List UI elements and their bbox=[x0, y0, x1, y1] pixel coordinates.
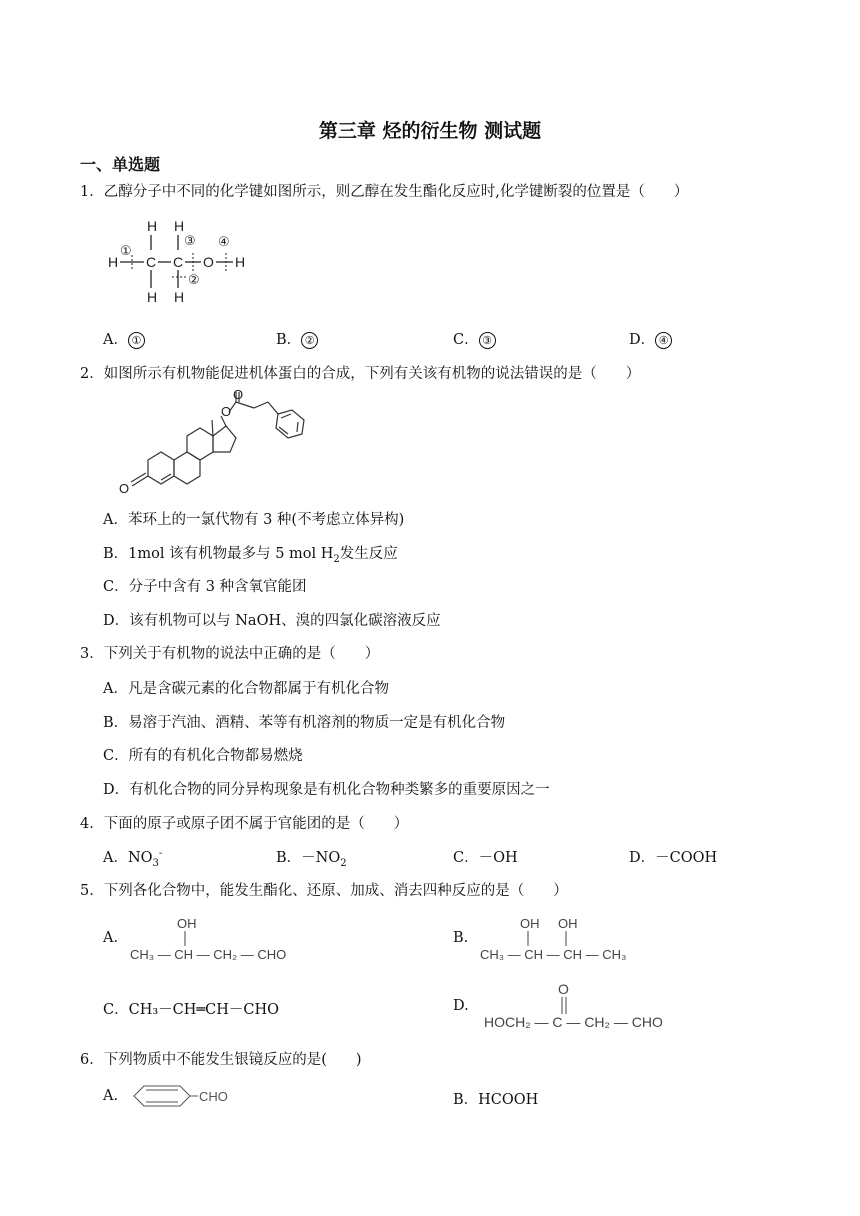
question-5-stem: 5．下列各化合物中，能发生酯化、还原、加成、消去四种反应的是（ ） bbox=[80, 883, 568, 899]
question-6-stem: 6．下列物质中不能发生银镜反应的是( ) bbox=[80, 1052, 362, 1068]
q5-b-oh1: OH bbox=[520, 916, 540, 931]
q4-option-a[interactable] bbox=[103, 846, 162, 869]
atom-h-bot-1: H bbox=[147, 289, 158, 305]
q1-option-b[interactable] bbox=[276, 328, 318, 349]
q1-option-c-mark: ③ bbox=[479, 332, 496, 349]
q2-option-b-sub: 2 bbox=[333, 553, 340, 565]
q5-a-oh: OH bbox=[177, 916, 197, 931]
q3-option-b[interactable]: B．易溶于汽油、酒精、苯等有机溶剂的物质一定是有机化合物 bbox=[103, 715, 506, 731]
q2-option-b-post: 发生反应 bbox=[339, 546, 398, 562]
page-title: 第三章 烃的衍生物 测试题 bbox=[318, 120, 542, 142]
mark-3: ③ bbox=[184, 233, 196, 248]
q1-option-d-label: D． bbox=[629, 332, 656, 348]
q6-option-a-label[interactable]: A. bbox=[103, 1088, 119, 1104]
q5-option-d-structure bbox=[482, 978, 682, 1034]
q5-option-b-structure bbox=[478, 912, 638, 968]
atom-h-left: H bbox=[108, 254, 119, 270]
steroid-structure-figure bbox=[108, 388, 323, 500]
q5-option-b-label[interactable]: B. bbox=[453, 930, 469, 946]
q5-option-d-label[interactable]: D. bbox=[453, 998, 469, 1014]
q1-option-a[interactable] bbox=[103, 328, 145, 349]
q1-option-c[interactable] bbox=[453, 328, 496, 349]
q2-option-d[interactable]: D．该有机物可以与 NaOH、溴的四氯化碳溶液反应 bbox=[103, 613, 441, 629]
q4-option-d[interactable]: D．－COOH bbox=[629, 850, 718, 866]
q1-option-d-mark: ④ bbox=[655, 332, 672, 349]
q4-option-b-pre: B．－NO bbox=[276, 850, 341, 866]
q1-option-a-label: A． bbox=[103, 332, 128, 348]
atom-h-right: H bbox=[235, 254, 246, 270]
atom-o-carbonyl: O bbox=[233, 388, 244, 402]
atom-h-bot-2: H bbox=[174, 289, 185, 305]
question-4-stem: 4．下面的原子或原子团不属于官能团的是（ ） bbox=[80, 816, 409, 832]
q1-option-d[interactable] bbox=[629, 328, 672, 349]
question-3-stem: 3．下列关于有机物的说法中正确的是（ ） bbox=[80, 646, 380, 662]
q4-option-b[interactable] bbox=[276, 846, 347, 869]
atom-c1: C bbox=[146, 254, 157, 270]
q5-b-oh2: OH bbox=[558, 916, 578, 931]
q5-option-a-structure bbox=[128, 912, 308, 968]
q2-option-b[interactable] bbox=[103, 542, 398, 565]
q5-d-o: O bbox=[558, 981, 569, 997]
q5-option-a-label[interactable]: A. bbox=[103, 930, 119, 946]
atom-o-ketone: O bbox=[119, 481, 130, 496]
q4-option-a-pre: A．NO bbox=[103, 850, 153, 866]
q2-option-b-pre: B．1mol 该有机物最多与 5 mol H bbox=[103, 546, 334, 562]
mark-2: ② bbox=[188, 272, 200, 287]
q3-option-a[interactable]: A．凡是含碳元素的化合物都属于有机化合物 bbox=[103, 681, 389, 697]
q4-option-a-sub: 3 bbox=[152, 857, 159, 869]
q2-option-a[interactable]: A．苯环上的一氯代物有 3 种(不考虑立体异构) bbox=[103, 512, 405, 528]
q1-option-c-label: C． bbox=[453, 332, 479, 348]
q6-option-a-structure bbox=[128, 1082, 238, 1112]
atom-h-top-2: H bbox=[174, 218, 185, 234]
atom-c2: C bbox=[173, 254, 184, 270]
question-1-stem: 1．乙醇分子中不同的化学键如图所示，则乙醇在发生酯化反应时,化学键断裂的位置是（ ） bbox=[80, 184, 689, 200]
q1-option-a-mark: ① bbox=[128, 332, 145, 349]
q1-option-b-label: B． bbox=[276, 332, 302, 348]
q6-option-b[interactable]: B．HCOOH bbox=[453, 1092, 539, 1108]
q6-a-cho: CHO bbox=[199, 1089, 228, 1104]
q4-option-c[interactable]: C．－OH bbox=[453, 850, 518, 866]
q3-option-c[interactable]: C．所有的有机化合物都易燃烧 bbox=[103, 748, 303, 764]
q2-option-c[interactable]: C．分子中含有 3 种含氧官能团 bbox=[103, 579, 307, 595]
atom-h-top-1: H bbox=[147, 218, 158, 234]
atom-o: O bbox=[203, 254, 214, 270]
atom-o-ester: O bbox=[221, 404, 232, 419]
mark-1: ① bbox=[120, 243, 132, 258]
section-heading: 一、单选题 bbox=[80, 155, 161, 174]
ethanol-bond-figure bbox=[100, 215, 260, 307]
q4-option-b-sub: 2 bbox=[340, 857, 347, 869]
q4-option-a-sup: - bbox=[158, 848, 163, 860]
q5-option-c[interactable]: C．CH₃－CH═CH－CHO bbox=[103, 1002, 279, 1018]
q5-d-chain: HOCH₂ — C — CH₂ — CHO bbox=[484, 1014, 663, 1030]
q3-option-d[interactable]: D．有机化合物的同分异构现象是有机化合物种类繁多的重要原因之一 bbox=[103, 782, 550, 798]
question-2-stem: 2．如图所示有机物能促进机体蛋白的合成，下列有关该有机物的说法错误的是（ ） bbox=[80, 366, 641, 382]
q5-a-chain: CH₃ — CH — CH₂ — CHO bbox=[130, 947, 287, 962]
mark-4: ④ bbox=[218, 234, 230, 249]
q5-b-chain: CH₃ — CH — CH — CH₃ bbox=[480, 947, 627, 962]
q1-option-b-mark: ② bbox=[301, 332, 318, 349]
